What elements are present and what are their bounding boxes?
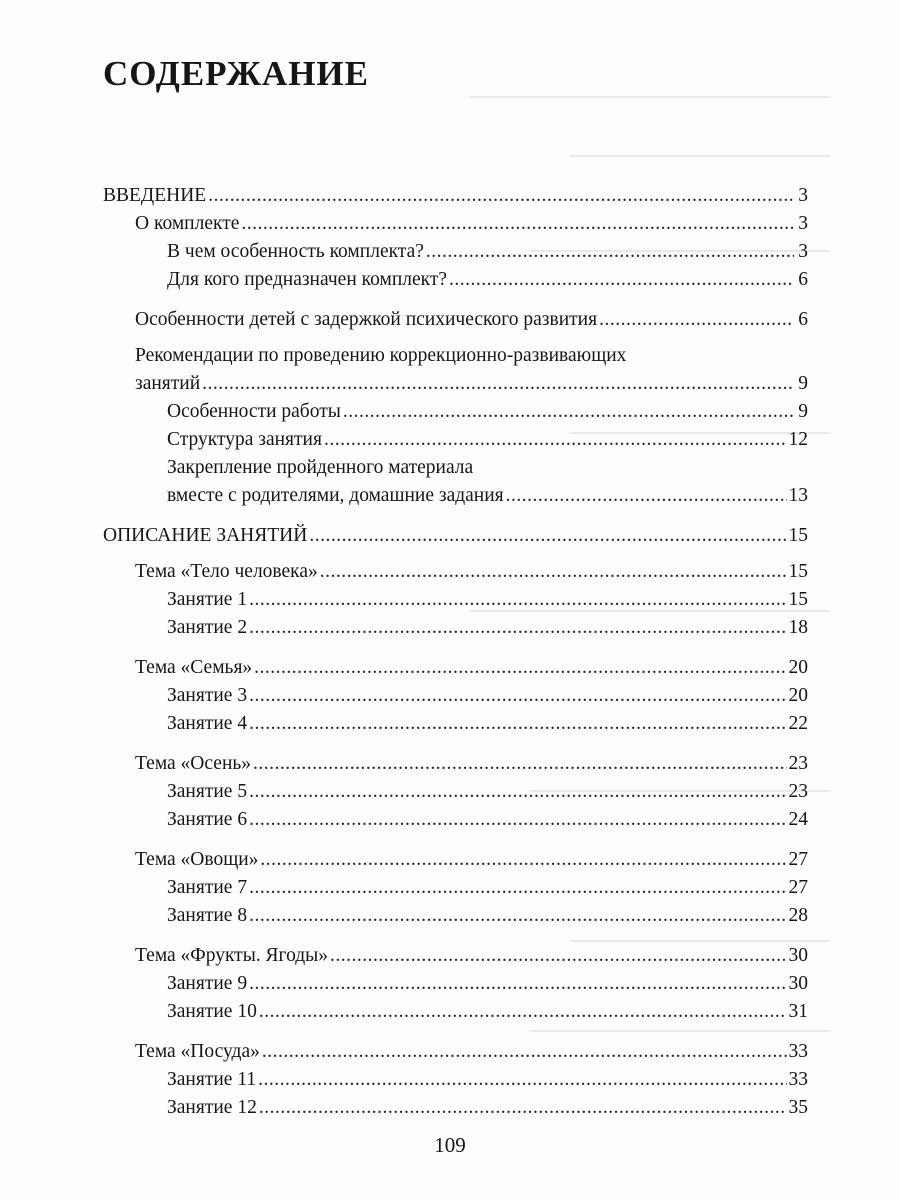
table-of-contents xyxy=(103,182,808,1122)
toc-entry-label: О комплекте xyxy=(135,213,240,234)
toc-entry-kit-feature[interactable] xyxy=(103,238,808,266)
toc-entry-page: 12 xyxy=(788,429,808,450)
toc-lesson-label: Занятие 11 xyxy=(167,1069,257,1090)
toc-topic-page: 15 xyxy=(788,561,808,582)
toc-lesson-label: Занятие 1 xyxy=(167,589,248,610)
dot-leader xyxy=(449,266,794,294)
dot-leader xyxy=(259,998,787,1026)
toc-entry-label: В чем особенность комплекта? xyxy=(167,241,424,262)
dot-leader xyxy=(506,482,787,510)
toc-lesson-label: Занятие 3 xyxy=(167,685,248,706)
toc-entry-work-features[interactable] xyxy=(103,398,808,426)
toc-topic[interactable] xyxy=(103,654,808,682)
toc-entry-page: 9 xyxy=(798,401,808,422)
toc-entry-recommendations-line1[interactable]: Рекомендации по проведению коррекционно-развивающих xyxy=(135,345,627,366)
toc-lesson-page: 22 xyxy=(788,713,808,734)
toc-lesson[interactable] xyxy=(103,874,808,902)
dot-leader xyxy=(249,970,786,998)
toc-topic[interactable] xyxy=(103,750,808,778)
dot-leader xyxy=(249,682,786,710)
page-number: 109 xyxy=(434,1133,466,1157)
toc-lesson-page: 35 xyxy=(788,1097,808,1118)
show-through-line xyxy=(570,155,830,157)
dot-leader xyxy=(258,1066,786,1094)
toc-entry-label: ВВЕДЕНИЕ xyxy=(103,185,207,206)
dot-leader xyxy=(249,778,786,806)
toc-topic[interactable] xyxy=(103,558,808,586)
toc-lesson[interactable] xyxy=(103,806,808,834)
show-through-line xyxy=(470,96,830,98)
toc-topic-page: 33 xyxy=(788,1041,808,1062)
toc-topic-label: Тема «Овощи» xyxy=(135,849,259,870)
dot-leader xyxy=(249,874,786,902)
toc-entry-page: 3 xyxy=(798,213,808,234)
dot-leader xyxy=(253,750,786,778)
toc-lesson[interactable] xyxy=(103,998,808,1026)
dot-leader xyxy=(249,614,786,642)
toc-topic[interactable] xyxy=(103,942,808,970)
toc-lesson[interactable] xyxy=(103,586,808,614)
toc-topic[interactable] xyxy=(103,846,808,874)
toc-topic-page: 27 xyxy=(788,849,808,870)
toc-lesson-label: Занятие 9 xyxy=(167,973,248,994)
toc-lesson[interactable] xyxy=(103,778,808,806)
page-title: СОДЕРЖАНИЕ xyxy=(103,54,370,93)
toc-lesson[interactable] xyxy=(103,902,808,930)
toc-lesson-page: 23 xyxy=(788,781,808,802)
toc-lesson-label: Занятие 6 xyxy=(167,809,248,830)
toc-entry-consolidation[interactable] xyxy=(103,482,808,510)
toc-lesson-page: 24 xyxy=(788,809,808,830)
toc-lesson-page: 15 xyxy=(788,589,808,610)
toc-lesson-label: Занятие 5 xyxy=(167,781,248,802)
dot-leader xyxy=(262,1038,787,1066)
toc-entry-intro[interactable] xyxy=(103,182,808,210)
toc-entry-page: 9 xyxy=(798,373,808,394)
dot-leader xyxy=(330,942,786,970)
toc-entry-lesson-structure[interactable] xyxy=(103,426,808,454)
toc-lesson-label: Занятие 10 xyxy=(167,1001,257,1022)
toc-lesson[interactable] xyxy=(103,614,808,642)
toc-lesson[interactable] xyxy=(103,1066,808,1094)
toc-entry-label: Для кого предназначен комплект? xyxy=(167,269,448,290)
dot-leader xyxy=(426,238,794,266)
dot-leader xyxy=(249,586,786,614)
toc-lesson[interactable] xyxy=(103,970,808,998)
dot-leader xyxy=(249,902,786,930)
toc-lesson-label: Занятие 12 xyxy=(167,1097,257,1118)
toc-lesson-page: 31 xyxy=(788,1001,808,1022)
toc-topic-label: Тема «Тело человека» xyxy=(135,561,318,582)
toc-topic-label: Тема «Фрукты. Ягоды» xyxy=(135,945,329,966)
toc-topic-label: Тема «Осень» xyxy=(135,753,252,774)
toc-entry-label: занятий xyxy=(135,373,201,394)
toc-entry-about-kit[interactable] xyxy=(103,210,808,238)
dot-leader xyxy=(254,654,786,682)
toc-topic-label: Тема «Семья» xyxy=(135,657,253,678)
toc-lesson[interactable] xyxy=(103,682,808,710)
toc-lesson-label: Занятие 2 xyxy=(167,617,248,638)
dot-leader xyxy=(241,210,794,238)
toc-entry-page: 15 xyxy=(788,525,808,546)
dot-leader xyxy=(343,398,794,426)
toc-entry-label: Структура занятия xyxy=(167,429,322,450)
dot-leader xyxy=(249,710,786,738)
toc-entry-label: вместе с родителями, домашние задания xyxy=(167,485,504,506)
dot-leader xyxy=(259,1094,787,1122)
toc-entry-label: ОПИСАНИЕ ЗАНЯТИЙ xyxy=(103,525,308,546)
toc-topic-page: 30 xyxy=(788,945,808,966)
toc-lesson-page: 28 xyxy=(788,905,808,926)
toc-entry-page: 3 xyxy=(798,185,808,206)
toc-entry-label: Особенности детей с задержкой психического развития xyxy=(135,309,598,330)
toc-entry-page: 6 xyxy=(798,309,808,330)
toc-lesson-page: 33 xyxy=(788,1069,808,1090)
dot-leader xyxy=(320,558,787,586)
dot-leader xyxy=(208,182,794,210)
toc-lesson-label: Занятие 7 xyxy=(167,877,248,898)
toc-entry-kit-audience[interactable] xyxy=(103,266,808,294)
toc-lesson[interactable] xyxy=(103,710,808,738)
toc-topic-page: 20 xyxy=(788,657,808,678)
toc-lesson[interactable] xyxy=(103,1094,808,1122)
toc-entry-page: 3 xyxy=(798,241,808,262)
toc-entry-page: 6 xyxy=(798,269,808,290)
toc-lesson-page: 30 xyxy=(788,973,808,994)
dot-leader xyxy=(309,522,786,550)
toc-topic-label: Тема «Посуда» xyxy=(135,1041,260,1062)
toc-lesson-page: 18 xyxy=(788,617,808,638)
toc-topic[interactable] xyxy=(103,1038,808,1066)
dot-leader xyxy=(599,306,794,334)
dot-leader xyxy=(249,806,786,834)
toc-topic-page: 23 xyxy=(788,753,808,774)
toc-entry-recommendations[interactable] xyxy=(103,370,808,398)
toc-entry-page: 13 xyxy=(788,485,808,506)
toc-entry-label: Особенности работы xyxy=(167,401,341,422)
dot-leader xyxy=(202,370,794,398)
toc-lesson-label: Занятие 8 xyxy=(167,905,248,926)
toc-lesson-page: 27 xyxy=(788,877,808,898)
toc-entry-consolidation-line1[interactable]: Закрепление пройденного материала xyxy=(167,457,474,478)
toc-entry-lessons-description[interactable] xyxy=(103,522,808,550)
toc-lesson-label: Занятие 4 xyxy=(167,713,248,734)
toc-entry-children-features[interactable] xyxy=(103,306,808,334)
toc-lesson-page: 20 xyxy=(788,685,808,706)
dot-leader xyxy=(324,426,787,454)
dot-leader xyxy=(260,846,786,874)
